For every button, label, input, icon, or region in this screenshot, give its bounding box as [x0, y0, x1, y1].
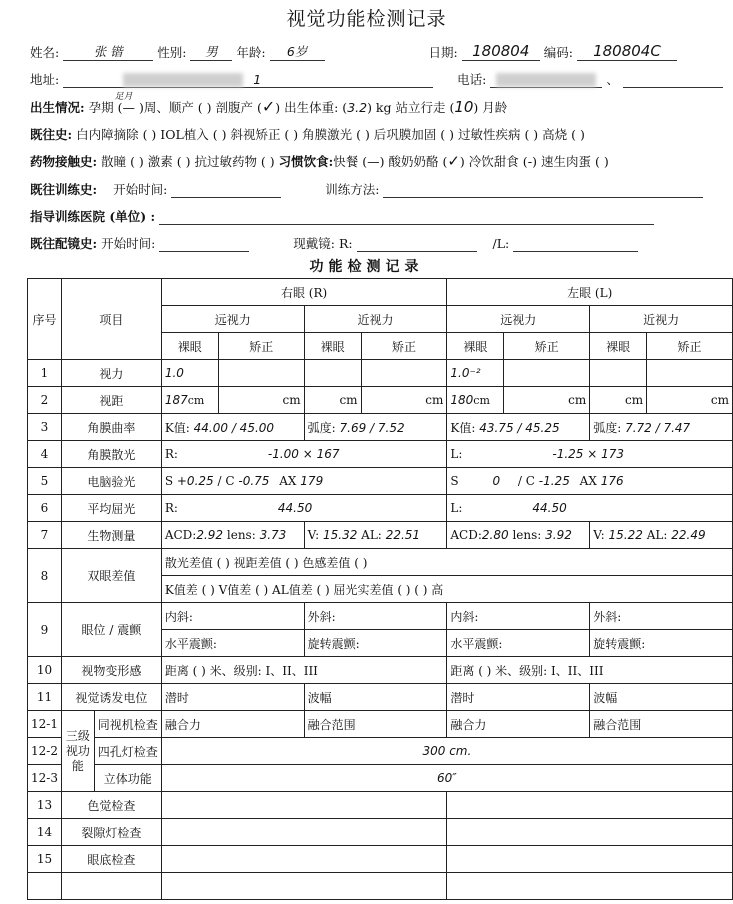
redacted-address: [123, 73, 243, 87]
stereopsis-value[interactable]: 60″: [161, 765, 732, 792]
history-label: 既往史:: [30, 127, 73, 142]
l-arc-value: 7.72 / 7.47: [625, 420, 691, 435]
walk-age-value[interactable]: 10: [454, 98, 474, 116]
history-line: [30, 125, 585, 143]
r-exotropia-cell[interactable]: 外斜:: [304, 603, 447, 630]
birth-line: [30, 92, 508, 116]
unit-cm[interactable]: cm: [218, 387, 304, 414]
r-metamorphopsia-cell[interactable]: 距离 ( ) 米、级别: I、II、III: [161, 657, 447, 684]
arc-label: 弧度:: [593, 420, 622, 435]
csection-mark[interactable]: ✓: [261, 97, 276, 116]
l-color-vision-cell[interactable]: [447, 792, 733, 819]
header-right-eye: 右眼 (R): [161, 279, 447, 306]
r-k-cell[interactable]: [161, 414, 304, 441]
row-number: 4: [28, 441, 62, 468]
row-number: 10: [28, 657, 62, 684]
l-far-naked-value[interactable]: 1.0⁻²: [447, 360, 504, 387]
r-rotary-nystagmus-cell[interactable]: 旋转震颤:: [304, 630, 447, 657]
arc-label: 弧度:: [307, 420, 336, 435]
birth-text-1: 孕期 (: [88, 100, 123, 115]
birth-weight-value[interactable]: 3.2: [347, 100, 368, 115]
glasses-right-field[interactable]: [357, 251, 477, 252]
l-astig-value: -1.25 × 173: [552, 447, 625, 461]
age-field[interactable]: 6岁: [270, 42, 325, 61]
history-options: 白内障摘除 ( ) IOL植入 ( ) 斜视矫正 ( ) 角膜激光 ( ) 后巩膜加固 ( ) 过敏性疾病 ( ) 高烧 ( ): [76, 127, 585, 142]
training-method-label: 训练方法:: [325, 182, 380, 197]
s-label: S: [450, 474, 459, 488]
glasses-start-field[interactable]: [159, 251, 249, 252]
training-line: [30, 180, 703, 198]
al-label: AL:: [646, 528, 668, 542]
ax-label: AX: [279, 474, 297, 488]
glasses-start-label: 开始时间:: [101, 236, 156, 251]
al-label: AL:: [361, 528, 382, 542]
r-astig-value: -1.00 × 167: [267, 447, 340, 461]
r-acd-lens-cell[interactable]: [161, 522, 304, 549]
birth-text-5: ) 月龄: [473, 100, 508, 115]
row-number: 9: [28, 603, 62, 657]
l-esotropia-cell[interactable]: 内斜:: [447, 603, 590, 630]
k-label: K值:: [164, 420, 190, 435]
hospital-field[interactable]: [159, 224, 654, 225]
drug-label: 药物接触史:: [30, 154, 98, 169]
acd-label: ACD:: [450, 528, 482, 542]
binocular-diff-line-1[interactable]: 散光差值 ( ) 视距差值 ( ) 色感差值 ( ): [161, 549, 732, 576]
row-number: 7: [28, 522, 62, 549]
v-label: V:: [593, 528, 605, 542]
l-far-corrected-cell[interactable]: [504, 360, 590, 387]
row-number: 8: [28, 549, 62, 603]
empty-cell: [28, 873, 62, 900]
age-label: 年龄:: [236, 45, 266, 60]
row-item-name: 角膜散光: [61, 441, 161, 468]
r-astig-cell[interactable]: [161, 441, 447, 468]
header-corrected: 矫正: [647, 333, 733, 360]
glasses-label: 既往配镜史:: [30, 236, 98, 251]
l-fusion-range-cell[interactable]: 融合范围: [590, 711, 733, 738]
row-number: 12-3: [28, 765, 62, 792]
lens-label: lens:: [512, 528, 542, 542]
birth-text-2: )周、顺产 ( ) 剖腹产 (: [138, 100, 262, 115]
table-row: [28, 738, 733, 765]
three-level-vision-group: 三级视功能: [61, 711, 94, 792]
header-naked: 裸眼: [304, 333, 361, 360]
r-fusion-cell[interactable]: 融合力: [161, 711, 304, 738]
table-row: [28, 657, 733, 684]
r-near-corrected-cell[interactable]: [361, 360, 447, 387]
row-number: 5: [28, 468, 62, 495]
page-title: 视觉功能检测记录: [286, 8, 447, 30]
habit-text-3: ) 冷饮甜食 (: [459, 154, 528, 169]
l-v-al-cell[interactable]: [590, 522, 733, 549]
weeks-note: 足月: [114, 92, 133, 102]
binocular-diff-line-2[interactable]: K值差 ( ) V值差 ( ) AL值差 ( ) 屈光实差值 ( ) ( ) 高: [161, 576, 732, 603]
unit-cm[interactable]: cm: [304, 387, 361, 414]
r-arc-cell[interactable]: [304, 414, 447, 441]
l-horizontal-nystagmus-cell[interactable]: 水平震颤:: [447, 630, 590, 657]
row-number: 13: [28, 792, 62, 819]
glasses-line: [30, 234, 638, 252]
row-number: 14: [28, 819, 62, 846]
r-far-naked-value[interactable]: 1.0: [161, 360, 218, 387]
habit-label: 习惯饮食:: [278, 154, 334, 169]
address-label: 地址:: [30, 72, 60, 87]
row-number: 2: [28, 387, 62, 414]
header-r-far: 远视力: [161, 306, 304, 333]
glasses-current-label: 现戴镜: R:: [293, 236, 353, 251]
l-fusion-cell[interactable]: 融合力: [447, 711, 590, 738]
row-item-name: 眼底检查: [61, 846, 161, 873]
date-field[interactable]: 180804: [462, 42, 540, 61]
table-row: [28, 819, 733, 846]
drug-options: 散瞳 ( ) 激素 ( ) 抗过敏药物 ( ): [101, 154, 275, 169]
empty-cell: [61, 873, 161, 900]
row-item-name: 立体功能: [94, 765, 161, 792]
l-al-value: 22.49: [671, 528, 706, 542]
header-naked: 裸眼: [590, 333, 647, 360]
gender-label: 性别:: [157, 45, 187, 60]
l-k-cell[interactable]: [447, 414, 590, 441]
row-item-name: 视物变形感: [61, 657, 161, 684]
habit-text-1: 快餐 (: [333, 154, 368, 169]
code-label: 编码:: [543, 45, 573, 60]
r-acd-value: 2.92: [196, 528, 224, 542]
r-horizontal-nystagmus-cell[interactable]: 水平震颤:: [161, 630, 304, 657]
r-k-value: 44.00 / 45.00: [193, 420, 275, 435]
table-row: [28, 495, 733, 522]
row-item-name: 角膜曲率: [61, 414, 161, 441]
header-l-far: 远视力: [447, 306, 590, 333]
row-number: 12-1: [28, 711, 62, 738]
k-label: K值:: [450, 420, 476, 435]
cold-food-mark[interactable]: -: [527, 154, 533, 169]
unit-cm: cm: [473, 394, 490, 407]
acd-label: ACD:: [164, 528, 197, 542]
table-row: [28, 414, 733, 441]
address-value: 1: [253, 71, 262, 87]
c-label: / C: [217, 474, 235, 488]
row-item-name: 色觉检查: [61, 792, 161, 819]
unit-cm[interactable]: cm: [647, 387, 733, 414]
phone2-field[interactable]: [623, 87, 723, 88]
r-fundus-cell[interactable]: [161, 846, 447, 873]
header-corrected: 矫正: [504, 333, 590, 360]
l-exotropia-cell[interactable]: 外斜:: [590, 603, 733, 630]
training-start-label: 开始时间:: [113, 182, 168, 197]
r-mean-refraction-cell[interactable]: [161, 495, 447, 522]
l-vep-latency-cell[interactable]: 潜时: [447, 684, 590, 711]
unit-cm[interactable]: cm: [504, 387, 590, 414]
table-title: 功能检测记录: [309, 259, 424, 275]
training-start-field[interactable]: [171, 197, 281, 198]
row-item-name: 视力: [61, 360, 161, 387]
r-prefix: R:: [164, 447, 178, 461]
hospital-line: [30, 207, 654, 225]
l-acd-value: 2.80: [481, 528, 509, 542]
table-row: [28, 792, 733, 819]
date-label: 日期:: [428, 45, 458, 60]
r-cyl-value: -0.75: [238, 474, 270, 488]
row-number: 12-2: [28, 738, 62, 765]
l-vep-amplitude-cell[interactable]: 波幅: [590, 684, 733, 711]
l-fundus-cell[interactable]: [447, 846, 733, 873]
r-vep-amplitude-cell[interactable]: 波幅: [304, 684, 447, 711]
r-prefix: R:: [164, 501, 178, 515]
s-label: S: [164, 474, 174, 488]
l-distance-cell[interactable]: [447, 387, 504, 414]
r-sphere-value: +0.25: [176, 474, 214, 488]
r-refraction-cell[interactable]: [161, 468, 447, 495]
r-v-al-cell[interactable]: [304, 522, 447, 549]
r-v-value: 15.32: [322, 528, 358, 542]
row-item-name: 眼位 / 震颤: [61, 603, 161, 657]
row-number: 11: [28, 684, 62, 711]
header-left-eye: 左眼 (L): [447, 279, 733, 306]
header-corrected: 矫正: [361, 333, 447, 360]
row-number: 3: [28, 414, 62, 441]
l-arc-cell[interactable]: [590, 414, 733, 441]
row-item-name: 双眼差值: [61, 549, 161, 603]
table-row: [28, 387, 733, 414]
address-field[interactable]: [63, 72, 433, 89]
weeks-value[interactable]: —: [122, 100, 135, 115]
row-item-name: 同视机检查: [94, 711, 161, 738]
r-axis-value: 179: [300, 474, 324, 488]
l-astig-cell[interactable]: [447, 441, 733, 468]
table-row: [28, 684, 733, 711]
lens-label: lens:: [226, 528, 256, 542]
header-naked: 裸眼: [447, 333, 504, 360]
row-item-name: 生物测量: [61, 522, 161, 549]
unit-cm: cm: [187, 394, 205, 407]
fast-food-mark[interactable]: —: [367, 154, 380, 169]
drug-line: [30, 152, 609, 170]
table-row: [28, 873, 733, 900]
row-item-name: 电脑验光: [61, 468, 161, 495]
table-row: [28, 846, 733, 873]
l-axis-value: 176: [600, 474, 624, 488]
header-corrected: 矫正: [218, 333, 304, 360]
unit-cm[interactable]: cm: [590, 387, 647, 414]
r-lens-value: 3.73: [259, 528, 287, 542]
row-item-name: 视距: [61, 387, 161, 414]
header-r-near: 近视力: [304, 306, 447, 333]
r-distance-value: 187: [164, 393, 188, 407]
r-slit-lamp-cell[interactable]: [161, 819, 447, 846]
address-line: [30, 70, 723, 88]
habit-text-2: ) 酸奶奶酪 (: [379, 154, 448, 169]
l-distance-value: 180: [450, 393, 474, 407]
l-lens-value: 3.92: [545, 528, 572, 542]
l-rotary-nystagmus-cell[interactable]: 旋转震颤:: [590, 630, 733, 657]
l-near-corrected-cell[interactable]: [647, 360, 733, 387]
gender-field[interactable]: 男: [190, 42, 232, 61]
l-k-value: 43.75 / 45.25: [479, 420, 560, 435]
empty-cell[interactable]: [161, 873, 447, 900]
birth-text-4: ) kg 站立行走 (: [367, 100, 455, 115]
code-field[interactable]: 180804C: [577, 42, 677, 61]
header-naked: 裸眼: [161, 333, 218, 360]
unit-cm[interactable]: cm: [361, 387, 447, 414]
c-label: / C: [517, 474, 535, 488]
l-prefix: L:: [450, 447, 463, 461]
name-field[interactable]: 张 锴: [63, 42, 153, 61]
l-v-value: 15.22: [608, 528, 643, 542]
yogurt-mark[interactable]: ✓: [447, 152, 460, 170]
l-slit-lamp-cell[interactable]: [447, 819, 733, 846]
phone-label: 电话:: [457, 72, 487, 87]
ax-label: AX: [579, 474, 597, 488]
table-row: [28, 441, 733, 468]
r-esotropia-cell[interactable]: 内斜:: [161, 603, 304, 630]
name-label: 姓名:: [30, 45, 60, 60]
table-row: [28, 360, 733, 387]
l-refraction-cell[interactable]: [447, 468, 733, 495]
v-label: V:: [307, 528, 320, 542]
empty-cell[interactable]: [447, 873, 733, 900]
table-row: [28, 468, 733, 495]
l-mean-value: 44.50: [532, 501, 567, 515]
row-number: 1: [28, 360, 62, 387]
r-near-naked-cell[interactable]: [304, 360, 361, 387]
r-color-vision-cell[interactable]: [161, 792, 447, 819]
row-item-name: 平均屈光: [61, 495, 161, 522]
r-far-corrected-cell[interactable]: [218, 360, 304, 387]
birth-text-3: ) 出生体重: (: [275, 100, 348, 115]
glasses-left-field[interactable]: [513, 251, 638, 252]
header-seq: 序号: [28, 279, 62, 360]
row-item-name: 视觉诱发电位: [61, 684, 161, 711]
phone-field[interactable]: [490, 72, 602, 89]
worth-four-dot-value[interactable]: 300 cm.: [161, 738, 732, 765]
l-mean-refraction-cell[interactable]: [447, 495, 733, 522]
birth-label: 出生情况:: [30, 100, 85, 115]
table-row: [28, 765, 733, 792]
l-near-naked-cell[interactable]: [590, 360, 647, 387]
header-l-near: 近视力: [590, 306, 733, 333]
glasses-left-label: /L:: [492, 236, 510, 251]
table-row: [28, 549, 733, 576]
redacted-phone: [496, 73, 596, 87]
l-sphere-value: 0: [492, 474, 501, 488]
l-acd-lens-cell[interactable]: [447, 522, 590, 549]
r-fusion-range-cell[interactable]: 融合范围: [304, 711, 447, 738]
phone-separator: 、: [606, 72, 619, 87]
row-number: 6: [28, 495, 62, 522]
l-prefix: L:: [450, 501, 463, 515]
table-row: [28, 711, 733, 738]
training-label: 既往训练史:: [30, 182, 98, 197]
habit-text-4: ) 速生肉蛋 ( ): [532, 154, 609, 169]
row-number: 15: [28, 846, 62, 873]
r-vep-latency-cell[interactable]: 潜时: [161, 684, 304, 711]
r-arc-value: 7.69 / 7.52: [339, 420, 405, 435]
table-row: [28, 603, 733, 630]
hospital-label: 指导训练医院 (单位) :: [30, 209, 156, 224]
row-item-name: 裂隙灯检查: [61, 819, 161, 846]
r-al-value: 22.51: [385, 528, 421, 542]
patient-info-line: [30, 42, 677, 61]
header-item: 项目: [61, 279, 161, 360]
row-item-name: 四孔灯检查: [94, 738, 161, 765]
function-test-table: [27, 278, 733, 900]
r-mean-value: 44.50: [277, 501, 313, 515]
training-method-field[interactable]: [383, 197, 703, 198]
table-row: [28, 522, 733, 549]
r-distance-cell[interactable]: [161, 387, 218, 414]
l-cyl-value: -1.25: [538, 474, 570, 488]
l-metamorphopsia-cell[interactable]: 距离 ( ) 米、级别: I、II、III: [447, 657, 733, 684]
